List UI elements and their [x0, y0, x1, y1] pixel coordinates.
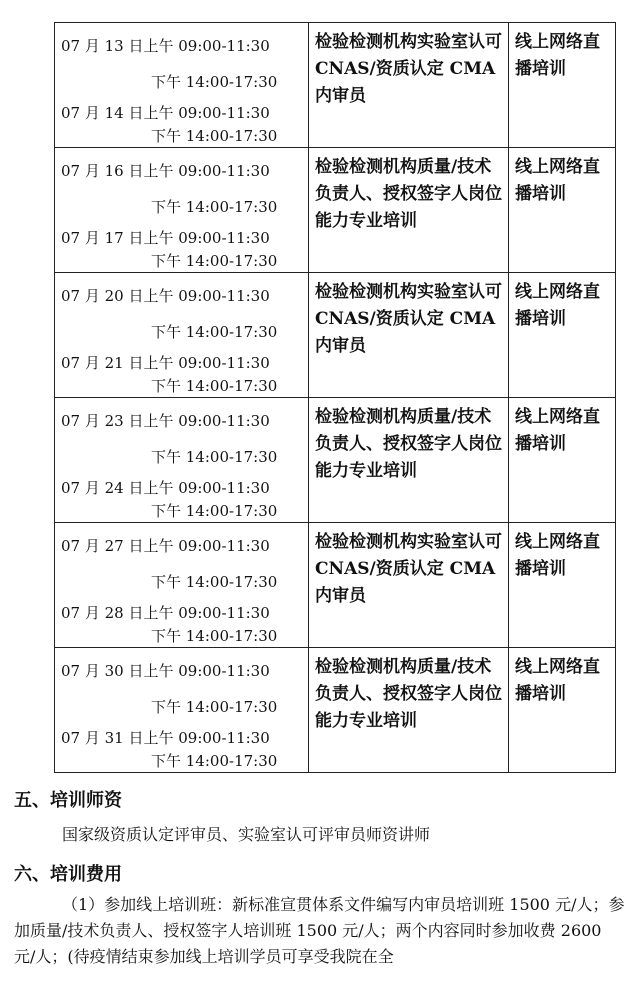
schedule-date-cell: [55, 273, 309, 398]
first-day-morning-time: 07 月 16 日上午 09:00-11:30: [61, 162, 270, 180]
schedule-mode-cell: [509, 648, 616, 773]
first-day-afternoon-time: 下午 14:00-17:30: [151, 573, 278, 591]
first-day-morning-time: 07 月 30 日上午 09:00-11:30: [61, 662, 270, 680]
schedule-course-cell: [309, 273, 509, 398]
schedule-row: [55, 148, 616, 273]
first-day-afternoon-time: 下午 14:00-17:30: [151, 698, 278, 716]
schedule-course-cell: [309, 523, 509, 648]
first-day-afternoon-time: 下午 14:00-17:30: [151, 323, 278, 341]
schedule-row: [55, 273, 616, 398]
second-day-afternoon-time: 下午 14:00-17:30: [151, 127, 278, 145]
training-mode: 线上网络直播培训: [515, 532, 600, 579]
course-name: 检验检测机构实验室认可 CNAS/资质认定 CMA 内审员: [315, 32, 502, 106]
training-mode: 线上网络直播培训: [515, 407, 600, 454]
training-mode: 线上网络直播培训: [515, 157, 600, 204]
schedule-course-cell: [309, 398, 509, 523]
schedule-row: [55, 23, 616, 148]
schedule-mode-cell: [509, 148, 616, 273]
training-mode: 线上网络直播培训: [515, 657, 600, 704]
schedule-date-cell: [55, 523, 309, 648]
first-day-morning-time: 07 月 13 日上午 09:00-11:30: [61, 37, 270, 55]
second-day-afternoon-time: 下午 14:00-17:30: [151, 752, 278, 770]
second-day-morning-time: 07 月 31 日上午 09:00-11:30: [61, 729, 270, 747]
schedule-mode-cell: [509, 273, 616, 398]
section-6-title: 六、培训费用: [14, 864, 122, 885]
schedule-date-cell: [55, 148, 309, 273]
schedule-table: [54, 22, 616, 773]
course-name: 检验检测机构质量/技术负责人、授权签字人岗位能力专业培训: [315, 157, 502, 231]
section-6-text: （1）参加线上培训班：新标准宣贯体系文件编写内审员培训班 1500 元/人；参加质量/技术负责人、授权签字人培训班 1500 元/人；两个内容同时参加收费 2600 元/人；(待疫情结束参加线上培训学员可享受我院在全: [14, 895, 625, 966]
schedule-row: [55, 398, 616, 523]
first-day-afternoon-time: 下午 14:00-17:30: [151, 448, 278, 466]
schedule-date-cell: [55, 23, 309, 148]
schedule-row: [55, 523, 616, 648]
schedule-date-cell: [55, 398, 309, 523]
first-day-morning-time: 07 月 20 日上午 09:00-11:30: [61, 287, 270, 305]
second-day-morning-time: 07 月 24 日上午 09:00-11:30: [61, 479, 270, 497]
second-day-morning-time: 07 月 14 日上午 09:00-11:30: [61, 104, 270, 122]
second-day-morning-time: 07 月 21 日上午 09:00-11:30: [61, 354, 270, 372]
course-name: 检验检测机构实验室认可 CNAS/资质认定 CMA 内审员: [315, 532, 502, 606]
first-day-morning-time: 07 月 27 日上午 09:00-11:30: [61, 537, 270, 555]
second-day-morning-time: 07 月 28 日上午 09:00-11:30: [61, 604, 270, 622]
section-5-text: 国家级资质认定评审员、实验室认可评审员师资讲师: [62, 825, 431, 844]
schedule-course-cell: [309, 148, 509, 273]
section-5-title: 五、培训师资: [14, 790, 122, 811]
schedule-row: [55, 648, 616, 773]
second-day-morning-time: 07 月 17 日上午 09:00-11:30: [61, 229, 270, 247]
course-name: 检验检测机构质量/技术负责人、授权签字人岗位能力专业培训: [315, 657, 502, 731]
course-name: 检验检测机构实验室认可 CNAS/资质认定 CMA 内审员: [315, 282, 502, 356]
second-day-afternoon-time: 下午 14:00-17:30: [151, 627, 278, 645]
first-day-morning-time: 07 月 23 日上午 09:00-11:30: [61, 412, 270, 430]
second-day-afternoon-time: 下午 14:00-17:30: [151, 252, 278, 270]
second-day-afternoon-time: 下午 14:00-17:30: [151, 502, 278, 520]
schedule-course-cell: [309, 23, 509, 148]
schedule-mode-cell: [509, 23, 616, 148]
first-day-afternoon-time: 下午 14:00-17:30: [151, 73, 278, 91]
schedule-course-cell: [309, 648, 509, 773]
schedule-date-cell: [55, 648, 309, 773]
training-mode: 线上网络直播培训: [515, 32, 600, 79]
training-mode: 线上网络直播培训: [515, 282, 600, 329]
course-name: 检验检测机构质量/技术负责人、授权签字人岗位能力专业培训: [315, 407, 502, 481]
schedule-mode-cell: [509, 398, 616, 523]
first-day-afternoon-time: 下午 14:00-17:30: [151, 198, 278, 216]
schedule-mode-cell: [509, 523, 616, 648]
second-day-afternoon-time: 下午 14:00-17:30: [151, 377, 278, 395]
